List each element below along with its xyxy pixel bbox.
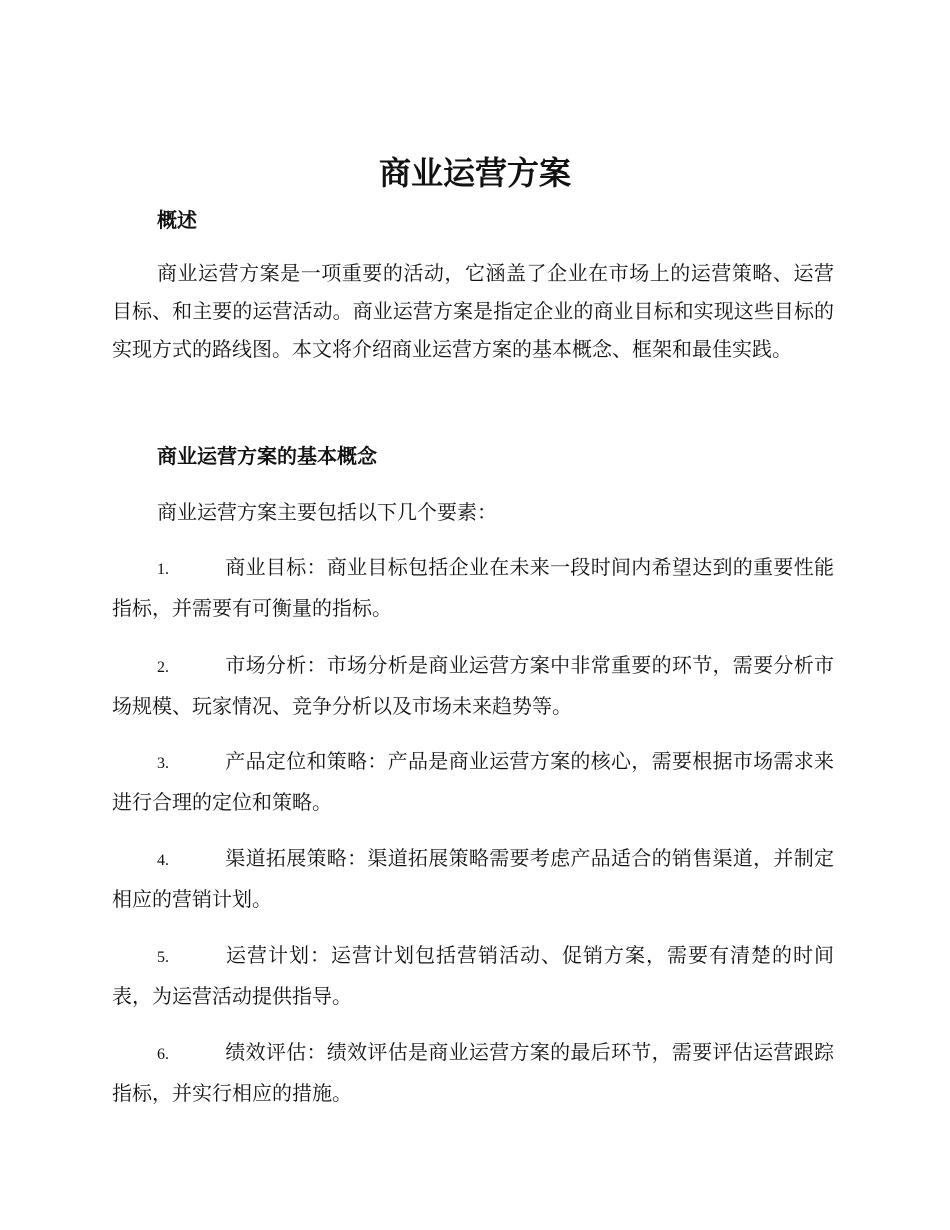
list-item-text: 市场分析：市场分析是商业运营方案中非常重要的环节，需要分析市场规模、玩家情况、竞争分析以及市场未来趋势等。: [112, 653, 834, 718]
list-item: [112, 1033, 834, 1112]
list-item-number: 3.: [157, 755, 169, 772]
list-item-number: 1.: [157, 561, 169, 578]
list-item-text: 绩效评估：绩效评估是商业运营方案的最后环节，需要评估运营跟踪指标，并实行相应的措施。: [112, 1040, 834, 1105]
list-item: [112, 839, 834, 918]
list-item-number: 5.: [157, 949, 169, 966]
basic-concepts-intro: 商业运营方案主要包括以下几个要素：: [157, 500, 497, 524]
list-item-text: 产品定位和策略：产品是商业运营方案的核心，需要根据市场需求来进行合理的定位和策略。: [112, 749, 834, 814]
list-item: [112, 936, 834, 1015]
list-item-text: 渠道拓展策略：渠道拓展策略需要考虑产品适合的销售渠道，并制定相应的营销计划。: [112, 846, 834, 911]
section-heading-overview: 概述: [157, 208, 197, 232]
list-item-number: 4.: [157, 852, 169, 869]
section-heading-basic-concepts: 商业运营方案的基本概念: [157, 444, 377, 468]
list-item-text: 商业目标：商业目标包括企业在未来一段时间内希望达到的重要性能指标，并需要有可衡量的指标。: [112, 555, 834, 620]
list-item-number: 2.: [157, 659, 169, 676]
list-item: [112, 548, 834, 627]
list-item-text: 运营计划：运营计划包括营销活动、促销方案，需要有清楚的时间表，为运营活动提供指导。: [112, 943, 834, 1008]
list-item-number: 6.: [157, 1046, 169, 1063]
list-item: [112, 742, 834, 821]
list-item: [112, 646, 834, 725]
document-title: 商业运营方案: [378, 154, 571, 192]
overview-paragraph: 商业运营方案是一项重要的活动，它涵盖了企业在市场上的运营策略、运营目标、和主要的运营活动。商业运营方案是指定企业的商业目标和实现这些目标的实现方式的路线图。本文将介绍商业运营方案的基本概念、框架和最佳实践。: [112, 261, 834, 361]
